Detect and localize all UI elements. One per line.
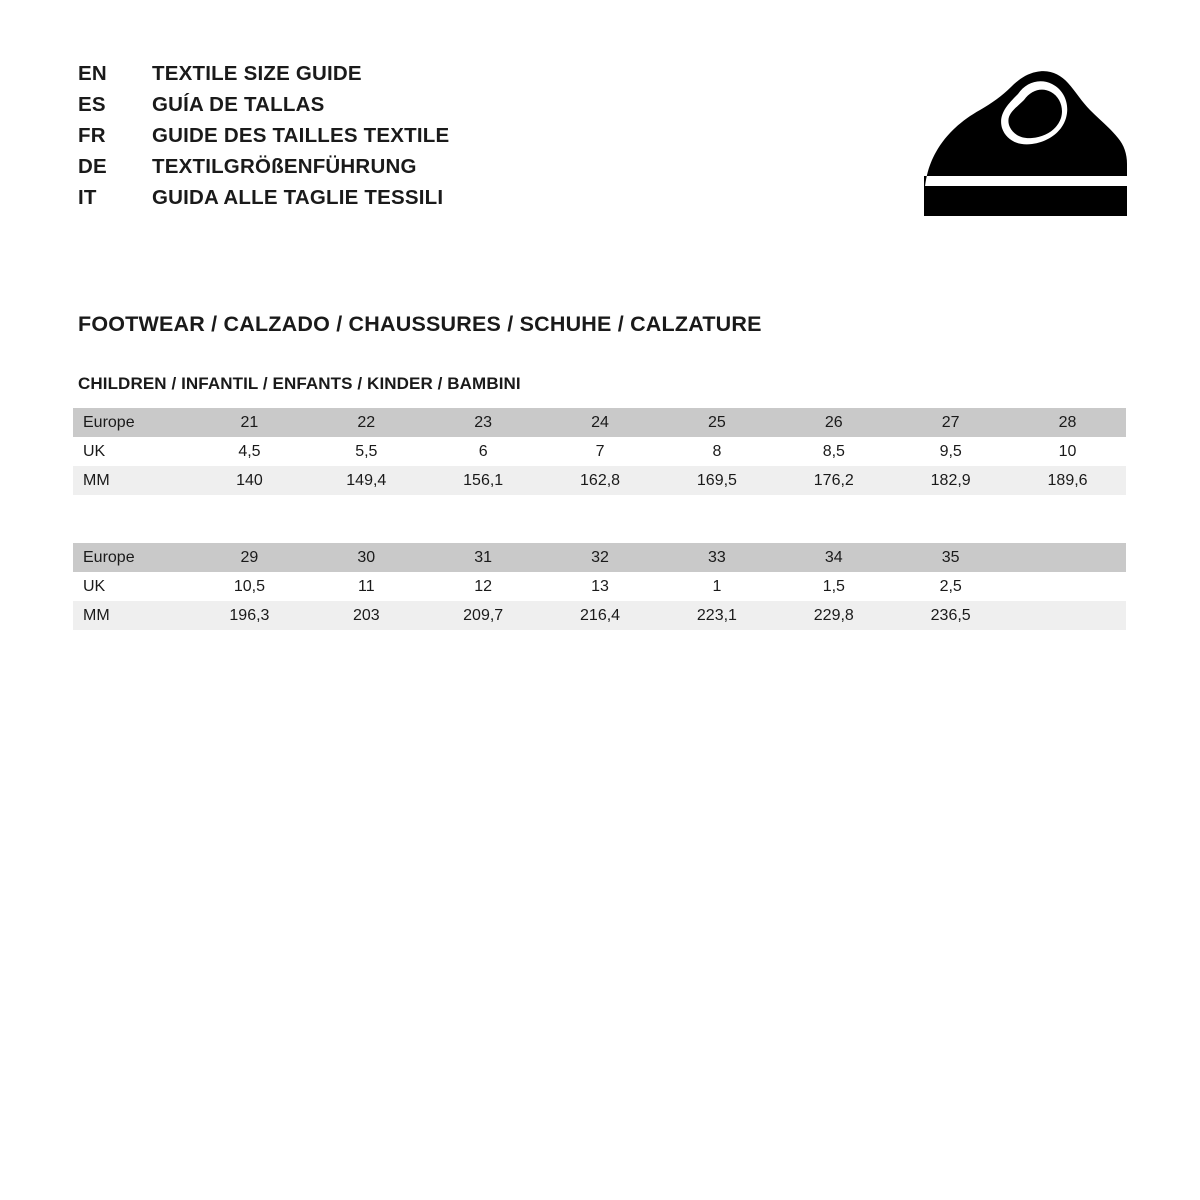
table-cell: 22 bbox=[308, 408, 425, 437]
table-cell: 6 bbox=[425, 437, 542, 466]
language-title: TEXTILE SIZE GUIDE bbox=[152, 62, 362, 85]
table-cell: 162,8 bbox=[542, 466, 659, 495]
language-code: IT bbox=[78, 186, 97, 209]
table-cell: 33 bbox=[659, 543, 776, 572]
table-cell: 5,5 bbox=[308, 437, 425, 466]
language-title: GUIDE DES TAILLES TEXTILE bbox=[152, 124, 450, 147]
table-cell: 13 bbox=[542, 572, 659, 601]
table-row bbox=[73, 466, 1126, 495]
table-cell: 140 bbox=[191, 466, 308, 495]
table-cell: 203 bbox=[308, 601, 425, 630]
row-label: MM bbox=[73, 466, 191, 495]
row-label: UK bbox=[73, 437, 191, 466]
language-code: EN bbox=[78, 62, 107, 85]
table-cell: 21 bbox=[191, 408, 308, 437]
table-cell-empty bbox=[1009, 572, 1126, 601]
table-cell: 229,8 bbox=[775, 601, 892, 630]
table-cell: 149,4 bbox=[308, 466, 425, 495]
table-cell: 31 bbox=[425, 543, 542, 572]
table-cell: 11 bbox=[308, 572, 425, 601]
table-cell: 34 bbox=[775, 543, 892, 572]
row-label: MM bbox=[73, 601, 191, 630]
section-subtitle: CHILDREN / INFANTIL / ENFANTS / KINDER / BAMBINI bbox=[78, 374, 521, 393]
table-cell: 156,1 bbox=[425, 466, 542, 495]
table-cell: 2,5 bbox=[892, 572, 1009, 601]
table-cell: 23 bbox=[425, 408, 542, 437]
language-title: GUÍA DE TALLAS bbox=[152, 93, 325, 116]
table-cell: 8,5 bbox=[775, 437, 892, 466]
table-row bbox=[73, 437, 1126, 466]
table-cell: 189,6 bbox=[1009, 466, 1126, 495]
table-cell: 7 bbox=[542, 437, 659, 466]
table-cell: 236,5 bbox=[892, 601, 1009, 630]
table-cell: 35 bbox=[892, 543, 1009, 572]
table-cell: 29 bbox=[191, 543, 308, 572]
table-cell: 25 bbox=[659, 408, 776, 437]
table-cell: 24 bbox=[542, 408, 659, 437]
table-cell: 4,5 bbox=[191, 437, 308, 466]
row-label: Europe bbox=[73, 543, 191, 572]
table-cell: 1,5 bbox=[775, 572, 892, 601]
table-row bbox=[73, 572, 1126, 601]
table-cell: 10,5 bbox=[191, 572, 308, 601]
table-cell: 169,5 bbox=[659, 466, 776, 495]
row-label: Europe bbox=[73, 408, 191, 437]
table-cell: 9,5 bbox=[892, 437, 1009, 466]
table-cell: 196,3 bbox=[191, 601, 308, 630]
table-cell: 176,2 bbox=[775, 466, 892, 495]
table-cell: 8 bbox=[659, 437, 776, 466]
table-cell: 30 bbox=[308, 543, 425, 572]
language-code: DE bbox=[78, 155, 107, 178]
table-row bbox=[73, 408, 1126, 437]
size-table-children-part1 bbox=[73, 408, 1126, 495]
table-cell-empty bbox=[1009, 543, 1126, 572]
shoe-icon bbox=[914, 66, 1134, 226]
table-cell: 223,1 bbox=[659, 601, 776, 630]
row-label: UK bbox=[73, 572, 191, 601]
table-cell: 216,4 bbox=[542, 601, 659, 630]
table-cell: 12 bbox=[425, 572, 542, 601]
table-cell: 28 bbox=[1009, 408, 1126, 437]
table-cell: 10 bbox=[1009, 437, 1126, 466]
table-cell: 1 bbox=[659, 572, 776, 601]
table-cell-empty bbox=[1009, 601, 1126, 630]
language-title: GUIDA ALLE TAGLIE TESSILI bbox=[152, 186, 444, 209]
table-cell: 27 bbox=[892, 408, 1009, 437]
language-title: TEXTILGRÖßENFÜHRUNG bbox=[152, 155, 417, 178]
language-code: ES bbox=[78, 93, 106, 116]
table-cell: 209,7 bbox=[425, 601, 542, 630]
table-cell: 32 bbox=[542, 543, 659, 572]
language-code: FR bbox=[78, 124, 106, 147]
page-title: FOOTWEAR / CALZADO / CHAUSSURES / SCHUHE / CALZATURE bbox=[78, 312, 762, 336]
table-row bbox=[73, 543, 1126, 572]
table-cell: 182,9 bbox=[892, 466, 1009, 495]
size-table-children-part2 bbox=[73, 543, 1126, 630]
table-row bbox=[73, 601, 1126, 630]
table-cell: 26 bbox=[775, 408, 892, 437]
